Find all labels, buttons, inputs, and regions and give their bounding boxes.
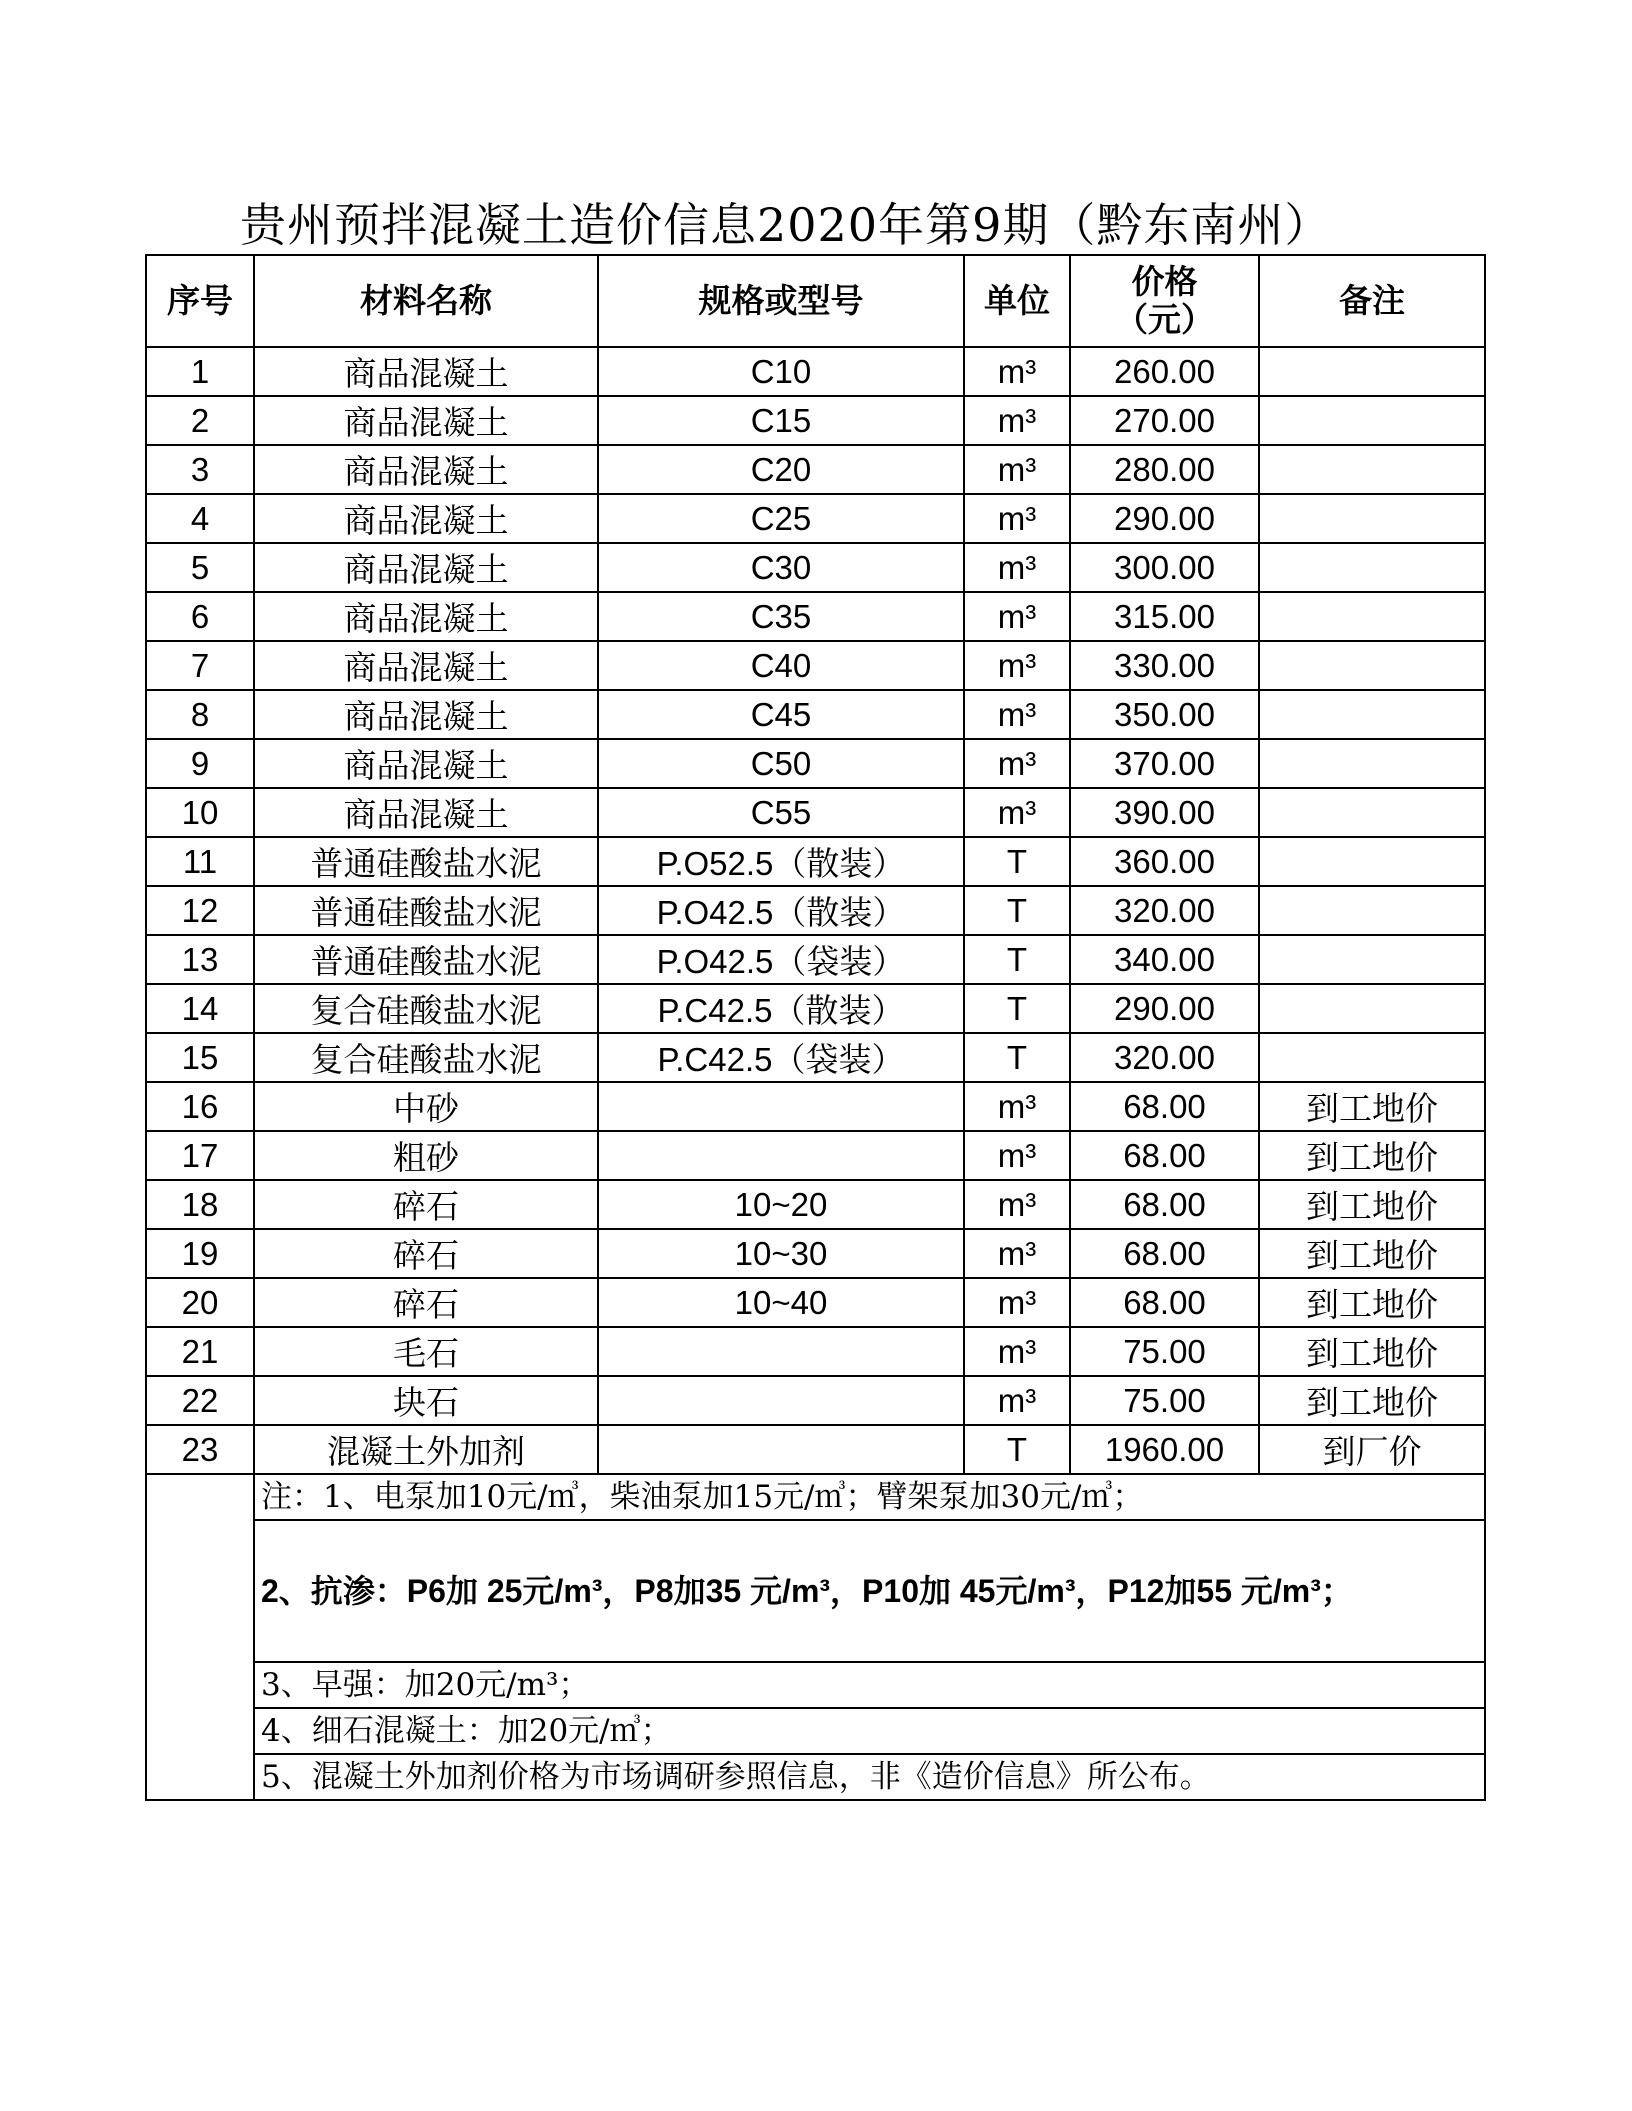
cell-price: 270.00 xyxy=(1070,396,1259,445)
cell-index: 22 xyxy=(146,1376,254,1425)
cell-spec: P.C42.5（散装） xyxy=(598,984,964,1033)
cell-name: 普通硅酸盐水泥 xyxy=(254,837,598,886)
note-2: 2、抗渗：P6加 25元/m³，P8加35 元/m³，P10加 45元/m³，P12加55 元/m³； xyxy=(254,1520,1485,1662)
note-4: 4、细石混凝土：加20元/㎥； xyxy=(254,1708,1485,1754)
cell-index: 18 xyxy=(146,1180,254,1229)
cell-price: 360.00 xyxy=(1070,837,1259,886)
cell-unit: m³ xyxy=(964,1327,1070,1376)
header-row xyxy=(146,255,1485,347)
cell-index: 14 xyxy=(146,984,254,1033)
cell-remark xyxy=(1259,396,1485,445)
cell-remark: 到工地价 xyxy=(1259,1180,1485,1229)
cell-price: 68.00 xyxy=(1070,1229,1259,1278)
cell-spec: P.O52.5（散装） xyxy=(598,837,964,886)
cell-remark xyxy=(1259,641,1485,690)
cell-remark xyxy=(1259,886,1485,935)
cell-spec xyxy=(598,1082,964,1131)
cell-remark xyxy=(1259,347,1485,396)
cell-spec xyxy=(598,1425,964,1474)
cell-index: 6 xyxy=(146,592,254,641)
cell-price: 75.00 xyxy=(1070,1376,1259,1425)
cell-spec: C40 xyxy=(598,641,964,690)
cell-unit: T xyxy=(964,984,1070,1033)
cell-index: 5 xyxy=(146,543,254,592)
note-blank-cell xyxy=(146,1474,254,1800)
cell-remark: 到工地价 xyxy=(1259,1229,1485,1278)
cell-price: 290.00 xyxy=(1070,494,1259,543)
table-row xyxy=(146,641,1485,690)
cell-name: 商品混凝土 xyxy=(254,543,598,592)
cell-index: 23 xyxy=(146,1425,254,1474)
cell-name: 粗砂 xyxy=(254,1131,598,1180)
note-row xyxy=(146,1754,1485,1800)
cell-unit: m³ xyxy=(964,1229,1070,1278)
cell-index: 15 xyxy=(146,1033,254,1082)
table-row xyxy=(146,1229,1485,1278)
cell-name: 毛石 xyxy=(254,1327,598,1376)
cell-spec: C45 xyxy=(598,690,964,739)
cell-index: 7 xyxy=(146,641,254,690)
cell-unit: m³ xyxy=(964,1082,1070,1131)
cell-index: 11 xyxy=(146,837,254,886)
cell-remark xyxy=(1259,690,1485,739)
price-table xyxy=(145,254,1486,1801)
cell-remark xyxy=(1259,984,1485,1033)
header-remark: 备注 xyxy=(1259,255,1485,347)
cell-remark xyxy=(1259,1033,1485,1082)
cell-unit: m³ xyxy=(964,690,1070,739)
table-row xyxy=(146,935,1485,984)
cell-spec: C50 xyxy=(598,739,964,788)
cell-index: 8 xyxy=(146,690,254,739)
cell-price: 315.00 xyxy=(1070,592,1259,641)
cell-index: 12 xyxy=(146,886,254,935)
cell-unit: T xyxy=(964,1033,1070,1082)
table-row xyxy=(146,984,1485,1033)
header-price-line1: 价格 xyxy=(1131,262,1198,301)
cell-spec: C15 xyxy=(598,396,964,445)
cell-name: 碎石 xyxy=(254,1180,598,1229)
table-row xyxy=(146,1278,1485,1327)
cell-name: 商品混凝土 xyxy=(254,347,598,396)
note-3: 3、早强：加20元/m³； xyxy=(254,1662,1485,1708)
table-row xyxy=(146,543,1485,592)
cell-index: 3 xyxy=(146,445,254,494)
table-row xyxy=(146,592,1485,641)
page-title: 贵州预拌混凝土造价信息2020年第9期（黔东南州） xyxy=(240,198,1332,252)
cell-spec xyxy=(598,1376,964,1425)
cell-unit: m³ xyxy=(964,347,1070,396)
header-unit: 单位 xyxy=(964,255,1070,347)
cell-name: 商品混凝土 xyxy=(254,788,598,837)
table-row xyxy=(146,347,1485,396)
cell-unit: m³ xyxy=(964,1180,1070,1229)
cell-remark: 到工地价 xyxy=(1259,1327,1485,1376)
cell-remark: 到工地价 xyxy=(1259,1082,1485,1131)
cell-index: 9 xyxy=(146,739,254,788)
cell-remark xyxy=(1259,837,1485,886)
table-body xyxy=(146,347,1485,1474)
table-row xyxy=(146,739,1485,788)
note-row xyxy=(146,1662,1485,1708)
cell-unit: T xyxy=(964,837,1070,886)
cell-remark: 到工地价 xyxy=(1259,1278,1485,1327)
cell-price: 340.00 xyxy=(1070,935,1259,984)
table-row xyxy=(146,788,1485,837)
header-name: 材料名称 xyxy=(254,255,598,347)
table-row xyxy=(146,837,1485,886)
cell-unit: m³ xyxy=(964,641,1070,690)
cell-unit: m³ xyxy=(964,445,1070,494)
table-row xyxy=(146,886,1485,935)
note-row xyxy=(146,1520,1485,1662)
header-price xyxy=(1070,255,1259,347)
cell-spec: C25 xyxy=(598,494,964,543)
cell-spec xyxy=(598,1131,964,1180)
header-price-line2: （元） xyxy=(1115,300,1214,339)
cell-unit: m³ xyxy=(964,543,1070,592)
cell-price: 320.00 xyxy=(1070,1033,1259,1082)
table-row xyxy=(146,1033,1485,1082)
cell-name: 商品混凝土 xyxy=(254,396,598,445)
cell-spec: C55 xyxy=(598,788,964,837)
cell-remark xyxy=(1259,788,1485,837)
cell-index: 19 xyxy=(146,1229,254,1278)
cell-name: 碎石 xyxy=(254,1229,598,1278)
cell-name: 混凝土外加剂 xyxy=(254,1425,598,1474)
cell-unit: T xyxy=(964,886,1070,935)
cell-spec: C30 xyxy=(598,543,964,592)
cell-unit: m³ xyxy=(964,1376,1070,1425)
cell-spec: 10~20 xyxy=(598,1180,964,1229)
table-row xyxy=(146,494,1485,543)
cell-index: 17 xyxy=(146,1131,254,1180)
note-row xyxy=(146,1474,1485,1520)
cell-price: 68.00 xyxy=(1070,1278,1259,1327)
cell-remark xyxy=(1259,494,1485,543)
cell-name: 商品混凝土 xyxy=(254,494,598,543)
cell-unit: m³ xyxy=(964,592,1070,641)
cell-remark xyxy=(1259,543,1485,592)
table-row xyxy=(146,690,1485,739)
cell-price: 68.00 xyxy=(1070,1082,1259,1131)
cell-spec: 10~30 xyxy=(598,1229,964,1278)
table-row xyxy=(146,1376,1485,1425)
cell-price: 370.00 xyxy=(1070,739,1259,788)
cell-index: 2 xyxy=(146,396,254,445)
cell-spec xyxy=(598,1327,964,1376)
cell-name: 商品混凝土 xyxy=(254,690,598,739)
note-1: 注：1、电泵加10元/㎥，柴油泵加15元/㎥；臂架泵加30元/㎥； xyxy=(254,1474,1485,1520)
cell-price: 390.00 xyxy=(1070,788,1259,837)
cell-price: 68.00 xyxy=(1070,1131,1259,1180)
cell-name: 普通硅酸盐水泥 xyxy=(254,886,598,935)
cell-price: 320.00 xyxy=(1070,886,1259,935)
cell-unit: m³ xyxy=(964,1131,1070,1180)
cell-remark xyxy=(1259,935,1485,984)
cell-remark xyxy=(1259,445,1485,494)
table-row xyxy=(146,1082,1485,1131)
table-row xyxy=(146,445,1485,494)
header-index: 序号 xyxy=(146,255,254,347)
cell-price: 350.00 xyxy=(1070,690,1259,739)
cell-spec: P.O42.5（散装） xyxy=(598,886,964,935)
table-row xyxy=(146,1327,1485,1376)
cell-index: 21 xyxy=(146,1327,254,1376)
cell-spec: C35 xyxy=(598,592,964,641)
cell-index: 4 xyxy=(146,494,254,543)
cell-name: 复合硅酸盐水泥 xyxy=(254,1033,598,1082)
cell-name: 商品混凝土 xyxy=(254,445,598,494)
cell-spec: C10 xyxy=(598,347,964,396)
cell-price: 68.00 xyxy=(1070,1180,1259,1229)
cell-unit: T xyxy=(964,1425,1070,1474)
cell-name: 中砂 xyxy=(254,1082,598,1131)
cell-price: 280.00 xyxy=(1070,445,1259,494)
cell-name: 碎石 xyxy=(254,1278,598,1327)
cell-remark: 到工地价 xyxy=(1259,1131,1485,1180)
cell-spec: 10~40 xyxy=(598,1278,964,1327)
note-5: 5、混凝土外加剂价格为市场调研参照信息，非《造价信息》所公布。 xyxy=(254,1754,1485,1800)
table-row xyxy=(146,1425,1485,1474)
cell-unit: m³ xyxy=(964,739,1070,788)
cell-price: 300.00 xyxy=(1070,543,1259,592)
cell-price: 75.00 xyxy=(1070,1327,1259,1376)
cell-unit: m³ xyxy=(964,788,1070,837)
cell-name: 普通硅酸盐水泥 xyxy=(254,935,598,984)
cell-price: 1960.00 xyxy=(1070,1425,1259,1474)
cell-index: 16 xyxy=(146,1082,254,1131)
cell-unit: m³ xyxy=(964,396,1070,445)
cell-price: 260.00 xyxy=(1070,347,1259,396)
table-row xyxy=(146,396,1485,445)
cell-spec: P.O42.5（袋装） xyxy=(598,935,964,984)
table-row xyxy=(146,1131,1485,1180)
cell-index: 13 xyxy=(146,935,254,984)
cell-price: 290.00 xyxy=(1070,984,1259,1033)
notes-body xyxy=(146,1474,1485,1800)
cell-unit: T xyxy=(964,935,1070,984)
cell-spec: P.C42.5（袋装） xyxy=(598,1033,964,1082)
cell-name: 商品混凝土 xyxy=(254,739,598,788)
cell-remark xyxy=(1259,739,1485,788)
cell-remark: 到工地价 xyxy=(1259,1376,1485,1425)
table-row xyxy=(146,1180,1485,1229)
header-spec: 规格或型号 xyxy=(598,255,964,347)
cell-unit: m³ xyxy=(964,1278,1070,1327)
cell-index: 1 xyxy=(146,347,254,396)
cell-remark: 到厂价 xyxy=(1259,1425,1485,1474)
cell-name: 复合硅酸盐水泥 xyxy=(254,984,598,1033)
cell-index: 10 xyxy=(146,788,254,837)
note-row xyxy=(146,1708,1485,1754)
cell-price: 330.00 xyxy=(1070,641,1259,690)
cell-name: 商品混凝土 xyxy=(254,641,598,690)
cell-name: 商品混凝土 xyxy=(254,592,598,641)
cell-remark xyxy=(1259,592,1485,641)
cell-unit: m³ xyxy=(964,494,1070,543)
cell-index: 20 xyxy=(146,1278,254,1327)
cell-spec: C20 xyxy=(598,445,964,494)
cell-name: 块石 xyxy=(254,1376,598,1425)
